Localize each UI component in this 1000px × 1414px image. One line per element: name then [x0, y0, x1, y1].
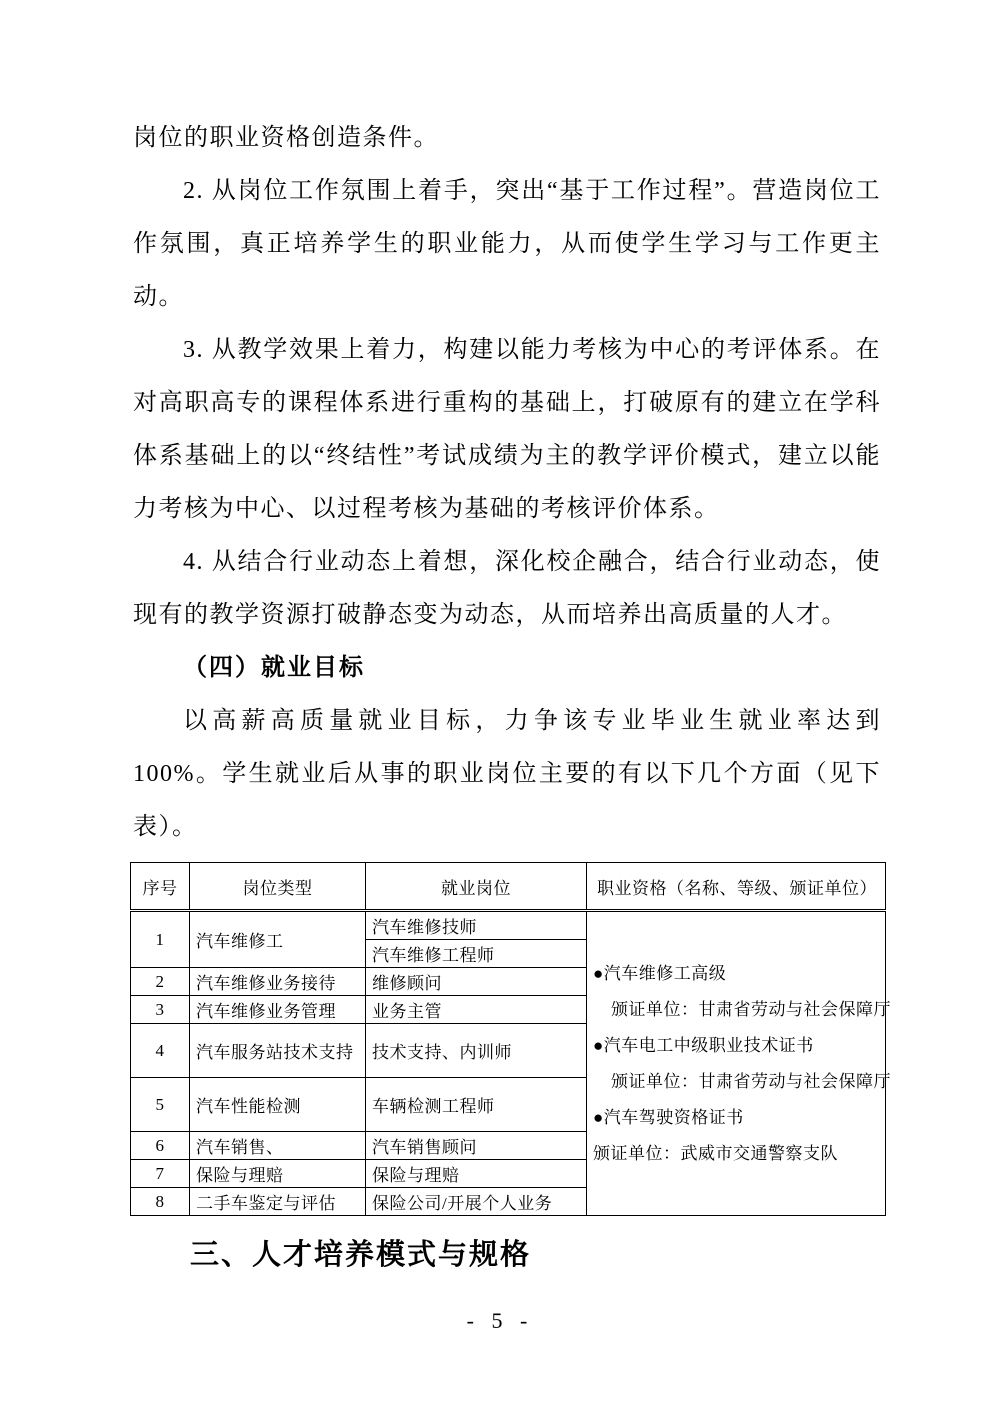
cell-job: 汽车维修技师	[366, 911, 587, 940]
cell-job: 技术支持、内训师	[366, 1024, 587, 1078]
paragraph-item-2: 2. 从岗位工作氛围上着手，突出“基于工作过程”。营造岗位工作氛围，真正培养学生的职业能力，从而使学生学习与工作更主动。	[133, 178, 881, 310]
cell-no: 6	[131, 1132, 190, 1160]
jobs-table	[130, 862, 891, 1216]
cell-type: 汽车性能检测	[190, 1078, 366, 1132]
qualification-line: 颁证单位：武威市交通警察支队	[593, 1143, 838, 1163]
document-body	[133, 112, 891, 1273]
qualification-line: ●汽车驾驶资格证书	[593, 1107, 744, 1127]
cell-job: 车辆检测工程师	[366, 1078, 587, 1132]
cell-no: 1	[131, 911, 190, 968]
cell-no: 8	[131, 1188, 190, 1216]
cell-job: 汽车维修工程师	[366, 940, 587, 968]
cell-no: 4	[131, 1024, 190, 1078]
qualification-line: ●汽车维修工高级	[593, 963, 727, 983]
cell-no: 5	[131, 1078, 190, 1132]
cell-job: 维修顾问	[366, 968, 587, 996]
cell-type: 汽车服务站技术支持	[190, 1024, 366, 1078]
cell-type: 汽车维修工	[190, 911, 366, 968]
qualification-cell	[587, 911, 891, 1216]
qualification-line: 颁证单位：甘肃省劳动与社会保障厅	[611, 999, 891, 1019]
cell-job: 业务主管	[366, 996, 587, 1024]
paragraph-employment: 以高薪高质量就业目标，力争该专业毕业生就业率达到100%。学生就业后从事的职业岗位主要的有以下几个方面（见下表）。	[133, 708, 881, 840]
paragraph-item-4: 4. 从结合行业动态上着想，深化校企融合，结合行业动态，使现有的教学资源打破静态变为动态，从而培养出高质量的人才。	[133, 549, 881, 628]
header-cell-qualification: 职业资格（名称、等级、颁证单位）	[587, 863, 886, 911]
header-cell-type: 岗位类型	[190, 863, 366, 911]
paragraph-continuation: 岗位的职业资格创造条件。	[133, 125, 439, 151]
cell-type: 二手车鉴定与评估	[190, 1188, 366, 1216]
header-cell-no: 序号	[131, 863, 190, 911]
cell-no: 2	[131, 968, 190, 996]
cell-job: 汽车销售顾问	[366, 1132, 587, 1160]
cell-type: 汽车维修业务管理	[190, 996, 366, 1024]
cell-type: 汽车销售、	[190, 1132, 366, 1160]
cell-type: 保险与理赔	[190, 1160, 366, 1188]
qualification-line: ●汽车电工中级职业技术证书	[593, 1035, 814, 1055]
section-heading-3: 三、人才培养模式与规格	[190, 1239, 532, 1271]
cell-job: 保险与理赔	[366, 1160, 587, 1188]
cell-no: 3	[131, 996, 190, 1024]
paragraph-item-3: 3. 从教学效果上着力，构建以能力考核为中心的考评体系。在对高职高专的课程体系进行重构的基础上，打破原有的建立在学科体系基础上的以“终结性”考试成绩为主的教学评价模式，建立以能力考核为中心、以过程考核为基础的考核评价体系。	[133, 337, 881, 522]
cell-job: 保险公司/开展个人业务	[366, 1188, 587, 1216]
jobs-table-wrapper	[130, 862, 891, 1216]
header-cell-job: 就业岗位	[366, 863, 587, 911]
table-row-1a	[131, 911, 886, 940]
table-header-row	[131, 863, 886, 911]
cell-no: 7	[131, 1160, 190, 1188]
cell-type: 汽车维修业务接待	[190, 968, 366, 996]
page-number: - 5 -	[466, 1308, 534, 1333]
qualification-line: 颁证单位：甘肃省劳动与社会保障厅	[611, 1071, 891, 1091]
employment-goal-heading: （四）就业目标	[183, 655, 365, 681]
